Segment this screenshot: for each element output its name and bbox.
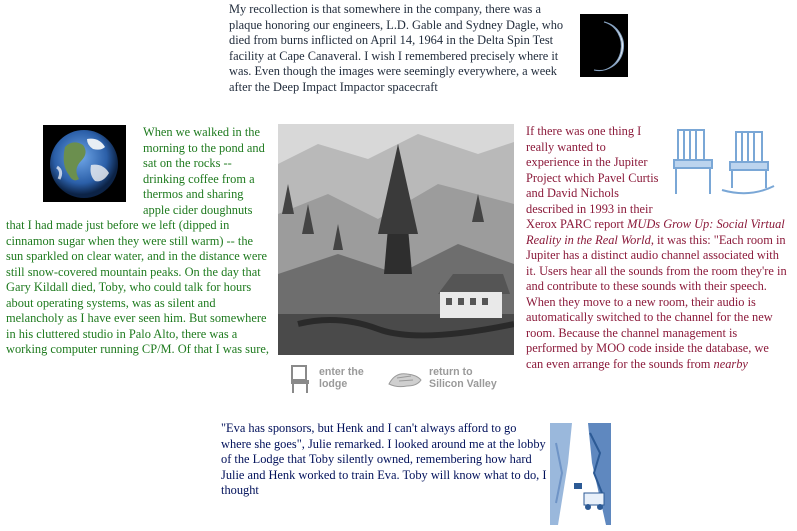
return-label-line1: return to: [429, 366, 473, 378]
left-paragraph: [6, 125, 273, 358]
right-text-part2: , it was this: "Each room in Jupiter has a distinct audio channel associated with it. Users hear all the sounds from the room they're in and contribute to these sounds with their speech. When they move to a new room, their audio is automatically switched to the channel for the new room. Because the channel management is performed by MOO code inside the database, we can even arrange for the sounds from: [526, 232, 787, 371]
enter-label-line1: enter the: [319, 366, 364, 378]
return-label-line2: Silicon Valley: [429, 378, 497, 390]
right-text-part1: If there was one thing I really wanted to experience in the Jupiter Project which Pavel Curtis and David Nichols described in 1993 in their Xerox PARC report: [526, 124, 659, 231]
earth-image: [43, 125, 126, 202]
top-paragraph: [229, 2, 574, 95]
report-title: MUDs Grow Up: Social Virtual Reality in the Real World: [526, 217, 785, 247]
hand-icon: [387, 366, 423, 391]
bottom-paragraph: [221, 421, 548, 499]
bottom-text: "Eva has sponsors, but Henk and I can't always afford to go where she goes", Julie remarked. I looked around me at the lobby of the Lodge that Toby silently owned, remembering how hard Julie and Henk worked to train Eva. Toby will know what to do, I thought: [221, 421, 547, 497]
enter-lodge-link[interactable]: [289, 364, 374, 394]
enter-label-line2: lodge: [319, 378, 348, 390]
top-text: My recollection is that somewhere in the company, there was a plaque honoring our engineers, L.D. Gable and Sydney Dagle, who died from burns inflicted on April 14, 1964 in the Delta Spin Test facility at Cape Canaveral. I wish I remembered precisely where it was. Even though the images were seemingly everywhere, a week after the Deep Impact Impactor spacecraft: [229, 2, 564, 94]
snowy-road-image: [550, 423, 611, 525]
right-text-end: nearby: [713, 356, 748, 371]
lodge-landscape-photo: [278, 124, 514, 355]
left-text: When we walked in the morning to the pond and sat on the rocks -- drinking coffee from a thermos and sharing apple cider doughnuts that I had made just before we left (dipped in cinnamon sugar when they were still warm) -- the sun sparkled on clear water, and in the distance were still snow-covered mountain peaks. On the day that Gary Kildall died, Toby, who could talk for hours about operating systems, was as silent and melancholy as I have ever seen him. But somewhere in his cluttered studio in Palo Alto, there was a working computer running CP/M. Of that I was sure,: [6, 125, 269, 356]
right-paragraph: [526, 124, 788, 372]
crescent-moon-image: [580, 14, 628, 77]
rocking-chairs-image: [670, 124, 778, 199]
return-silicon-valley-link[interactable]: [387, 364, 497, 394]
chair-icon: [289, 364, 311, 394]
